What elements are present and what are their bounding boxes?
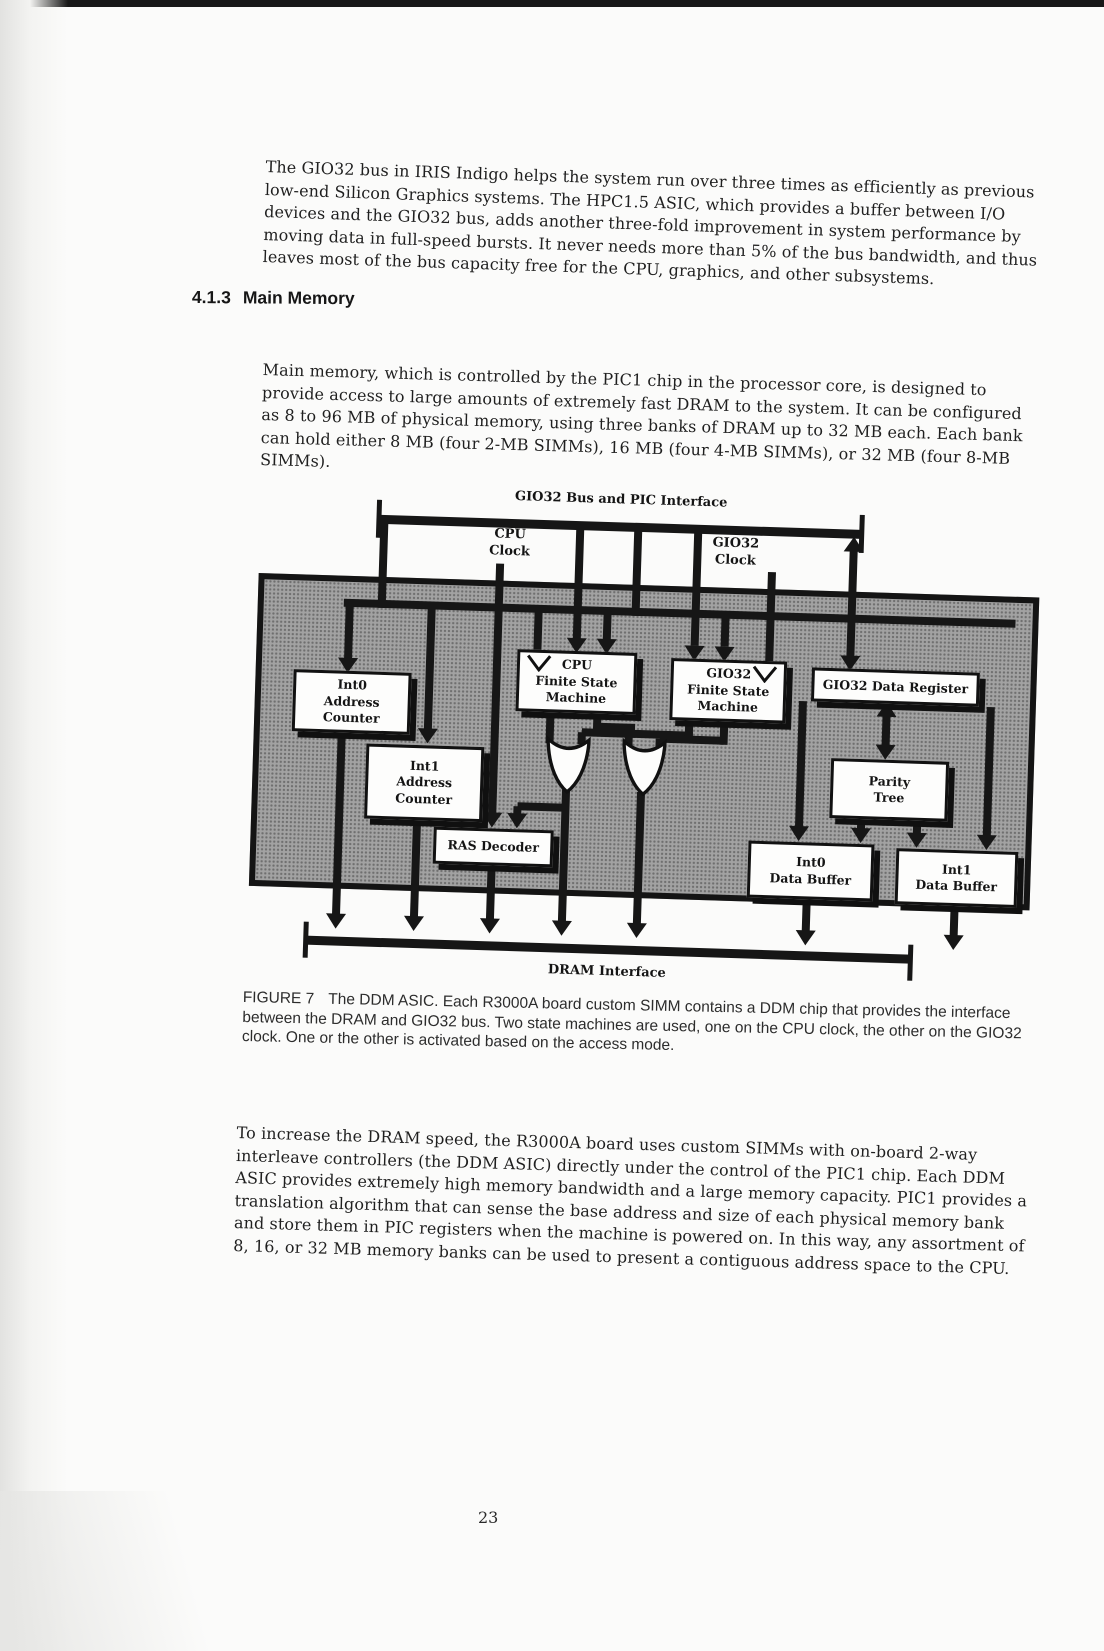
section-number: 4.1.3 xyxy=(191,287,231,308)
dram-arrow-2 xyxy=(404,916,424,932)
ras-output xyxy=(486,865,496,919)
or1-ras-branch xyxy=(517,802,565,812)
ddm-asic-diagram xyxy=(244,468,1050,1001)
clock-input-wedge-icon xyxy=(526,653,553,672)
cpu-wedge-feed xyxy=(533,609,542,652)
cpu-fsm-box: CPU Finite State Machine xyxy=(515,649,637,715)
figure-caption-text: The DDM ASIC. Each R3000A board custom SIMM contains a DDM chip that provides the interface between the DRAM and GIO32 bus. Two state machines are used, one on the CPU clock, the other on the GIO32 clock. One or the other is activated based on the access mode. xyxy=(241,990,1022,1055)
intro-paragraph: The GIO32 bus in IRIS Indigo helps the system run over three times as efficiently as previous low-end Silicon Graphics systems. The HPC1.5 ASIC, which provides a buffer between I/O devices and the GIO32 bus, adds another three-fold improvement in system performance by moving data in full-speed bursts. It never needs more than 5% of the bus bandwidth, and thus leaves most of the bus capacity free for the CPU, graphics, and other subsystems. xyxy=(262,156,1038,289)
dram-arrow-4 xyxy=(551,920,571,936)
register-parity-link xyxy=(882,714,891,748)
int0-buffer-output xyxy=(802,899,811,931)
dram-arrow-3 xyxy=(479,918,499,934)
or-gate-icon xyxy=(620,735,668,796)
int1-ac-output xyxy=(410,820,421,917)
int1-buffer-output xyxy=(950,906,959,936)
int0-buffer-arrow-b xyxy=(851,828,871,844)
cpu-clock-arrow xyxy=(482,812,502,828)
gio-or2-drop xyxy=(720,722,729,745)
figure-label: FIGURE 7 xyxy=(242,988,315,1008)
gio32-clock-label: GIO32 Clock xyxy=(712,535,760,569)
gio-fsm-feed-b xyxy=(721,615,730,647)
section-title: Main Memory xyxy=(242,287,355,309)
gio32-bus-label: GIO32 Bus and PIC Interface xyxy=(514,489,728,511)
int1-ac-arrow xyxy=(417,728,437,744)
clock-input-wedge-icon xyxy=(752,665,779,684)
gio32-bus-bar xyxy=(380,514,861,538)
ras-decoder-box: RAS Decoder xyxy=(433,827,554,868)
cpu-fsm-feed-b xyxy=(603,611,612,641)
dram-arrow-1 xyxy=(326,913,346,929)
int1-buffer-arrow-a xyxy=(906,832,926,848)
closing-paragraph: To increase the DRAM speed, the R3000A board uses custom SIMMs with on-board 2-way interleave controllers (the DDM ASIC) directly under the control of the PIC1 chip. Each DDM ASIC provides extremely high memory bandwidth and a large memory capacity. PIC1 provides a translation algorithm that can sense the base address and size of each physical memory bank and store them in PIC registers when the machine is powered on. In this way, any assortment of 8, 16, or 32 MB memory banks can be used to present a contiguous address space to the CPU. xyxy=(233,1122,1028,1278)
figure-caption xyxy=(242,988,1027,1063)
dram-tick-left xyxy=(302,922,308,958)
cpu-clock-label: CPU Clock xyxy=(488,526,531,560)
int0-address-counter-box: Int0 Address Counter xyxy=(292,669,412,735)
cpu-or2-drop xyxy=(593,714,602,731)
scan-edge-top xyxy=(0,0,1104,7)
parity-tree-box: Parity Tree xyxy=(829,758,949,822)
dram-arrow-5 xyxy=(626,923,646,939)
scan-edge-left xyxy=(0,0,70,1651)
dram-tick-right xyxy=(907,945,913,981)
gio32-fsm-box: GIO32 Finite State Machine xyxy=(669,658,787,724)
bus-register-arrow-up xyxy=(844,536,864,552)
gio32-data-register-box: GIO32 Data Register xyxy=(811,667,980,706)
dram-interface-label: DRAM Interface xyxy=(547,962,667,981)
register-parity-arrow-down xyxy=(875,744,895,760)
int1-data-buffer-box: Int1 Data Buffer xyxy=(895,848,1019,908)
section-heading xyxy=(192,287,355,309)
gio-or1-drop xyxy=(685,720,694,739)
int0-buffer-arrow-a xyxy=(789,826,809,842)
scan-shadow-bottom-left xyxy=(0,1491,260,1651)
int1-buffer-arrow-b xyxy=(976,835,996,851)
int1-address-counter-box: Int1 Address Counter xyxy=(364,743,484,822)
ras-branch-arrow xyxy=(507,813,527,829)
dram-arrow-7 xyxy=(943,935,963,951)
dram-bus-bar xyxy=(305,935,910,963)
or-gate-icon xyxy=(544,733,592,794)
int0-data-buffer-box: Int0 Data Buffer xyxy=(747,841,875,902)
dram-arrow-6 xyxy=(795,930,815,946)
page-number: 23 xyxy=(478,1508,499,1527)
main-memory-paragraph: Main memory, which is controlled by the PIC1 chip in the processor core, is designed to provide access to large amounts of extremely fast DRAM to the system. It can be configured as 8 to 96 MB of physical memory, using three banks of DRAM up to 32 MB each. Each bank can hold either 8 MB (four 2-MB SIMMs), 16 MB (four 4-MB SIMMs), or 32 MB (four 8-MB SIMMs). xyxy=(259,359,1024,472)
